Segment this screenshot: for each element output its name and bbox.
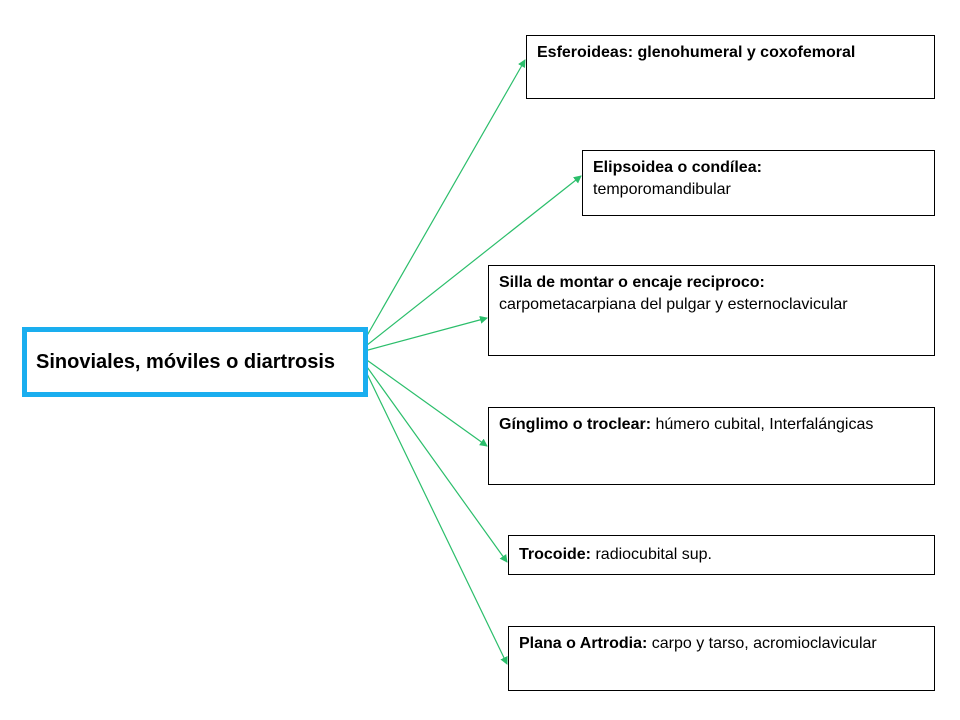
leaf-esferoideas (526, 35, 935, 99)
leaf-elipsoidea (582, 150, 935, 216)
leaf-title: Silla de montar o encaje reciproco: (499, 274, 765, 291)
leaf-plana (508, 626, 935, 691)
leaf-detail: húmero cubital, Interfalángicas (651, 416, 874, 433)
arrow-to-ginglimo (357, 353, 487, 446)
leaf-title: Elipsoidea o condílea: (593, 159, 762, 176)
arrow-to-silla-de-montar (357, 318, 487, 353)
leaf-ginglimo (488, 407, 935, 485)
leaf-silla-de-montar (488, 265, 935, 356)
leaf-trocoide (508, 535, 935, 575)
leaf-title: Gínglimo o troclear: (499, 416, 652, 433)
leaf-detail: temporomandibular (593, 181, 731, 198)
leaf-detail: carpo y tarso, acromioclavicular (647, 635, 877, 652)
leaf-title: Trocoide: (519, 546, 592, 563)
leaf-detail: carpometacarpiana del pulgar y esternoclavicular (499, 296, 848, 313)
leaf-title: Esferoideas: glenohumeral y coxofemoral (537, 44, 856, 61)
leaf-detail: radiocubital sup. (591, 546, 712, 563)
arrow-to-plana (357, 353, 507, 664)
root-node (22, 327, 368, 397)
leaf-title: Plana o Artrodia: (519, 635, 648, 652)
arrow-to-trocoide (357, 353, 507, 562)
root-node-label: Sinoviales, móviles o diartrosis (36, 351, 336, 373)
